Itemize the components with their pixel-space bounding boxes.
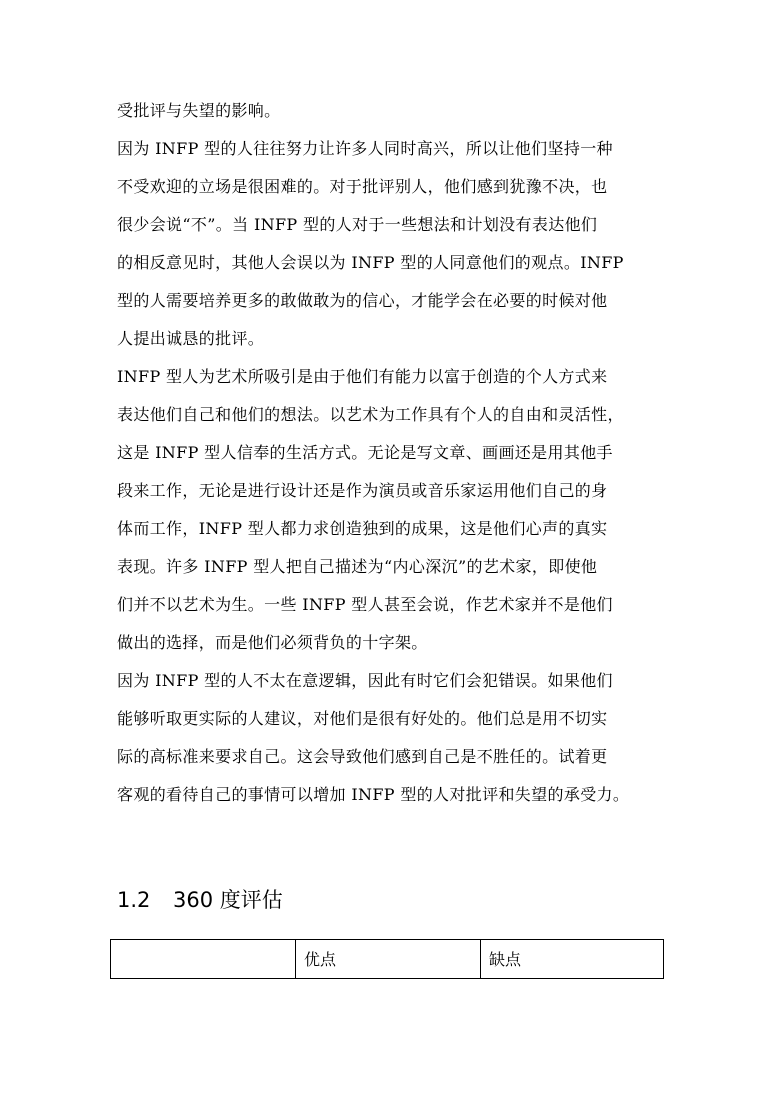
text-line: 的相反意见时，其他人会误以为 INFP 型的人同意他们的观点。INFP	[117, 253, 624, 272]
section-number: 1.2	[117, 888, 151, 912]
text-line: INFP 型人为艺术所吸引是由于他们有能力以富于创造的个人方式来	[117, 367, 608, 386]
text-line: 表达他们自己和他们的想法。以艺术为工作具有个人的自由和灵活性，	[117, 405, 624, 424]
text-line: 做出的选择，而是他们必须背负的十字架。	[117, 633, 428, 652]
section-title: 360 度评估	[173, 888, 283, 912]
section-heading	[117, 884, 283, 914]
text-line: 际的高标准来要求自己。这会导致他们感到自己是不胜任的。试着更	[117, 747, 608, 766]
text-line: 能够听取更实际的人建议，对他们是很有好处的。他们总是用不切实	[117, 709, 608, 728]
table-header-cell-weaknesses: 缺点	[489, 950, 522, 969]
text-line: 段来工作，无论是进行设计还是作为演员或音乐家运用他们自己的身	[117, 481, 608, 500]
text-line: 不受欢迎的立场是很困难的。对于批评别人，他们感到犹豫不决，也	[117, 177, 608, 196]
text-line: 们并不以艺术为生。一些 INFP 型人甚至会说，作艺术家并不是他们	[117, 595, 613, 614]
table-header-cell-strengths: 优点	[296, 940, 481, 978]
text-line: 客观的看待自己的事情可以增加 INFP 型的人对批评和失望的承受力。	[117, 785, 630, 804]
text-line: 很少会说“不”。当 INFP 型的人对于一些想法和计划没有表达他们	[117, 215, 598, 234]
text-line: 因为 INFP 型的人往往努力让许多人同时高兴，所以让他们坚持一种	[117, 139, 613, 158]
text-line: 这是 INFP 型人信奉的生活方式。无论是写文章、画画还是用其他手	[117, 443, 613, 462]
text-line: 因为 INFP 型的人不太在意逻辑，因此有时它们会犯错误。如果他们	[117, 671, 613, 690]
text-line: 人提出诚恳的批评。	[117, 329, 265, 348]
body-text	[117, 92, 669, 814]
table-header-cell-empty	[111, 940, 296, 978]
text-line: 体而工作，INFP 型人都力求创造独到的成果，这是他们心声的真实	[117, 519, 608, 538]
text-line: 受批评与失望的影响。	[117, 101, 281, 120]
evaluation-table	[110, 939, 664, 979]
text-line: 型的人需要培养更多的敢做敢为的信心，才能学会在必要的时候对他	[117, 291, 608, 310]
text-line: 表现。许多 INFP 型人把自己描述为“内心深沉”的艺术家，即使他	[117, 557, 598, 576]
